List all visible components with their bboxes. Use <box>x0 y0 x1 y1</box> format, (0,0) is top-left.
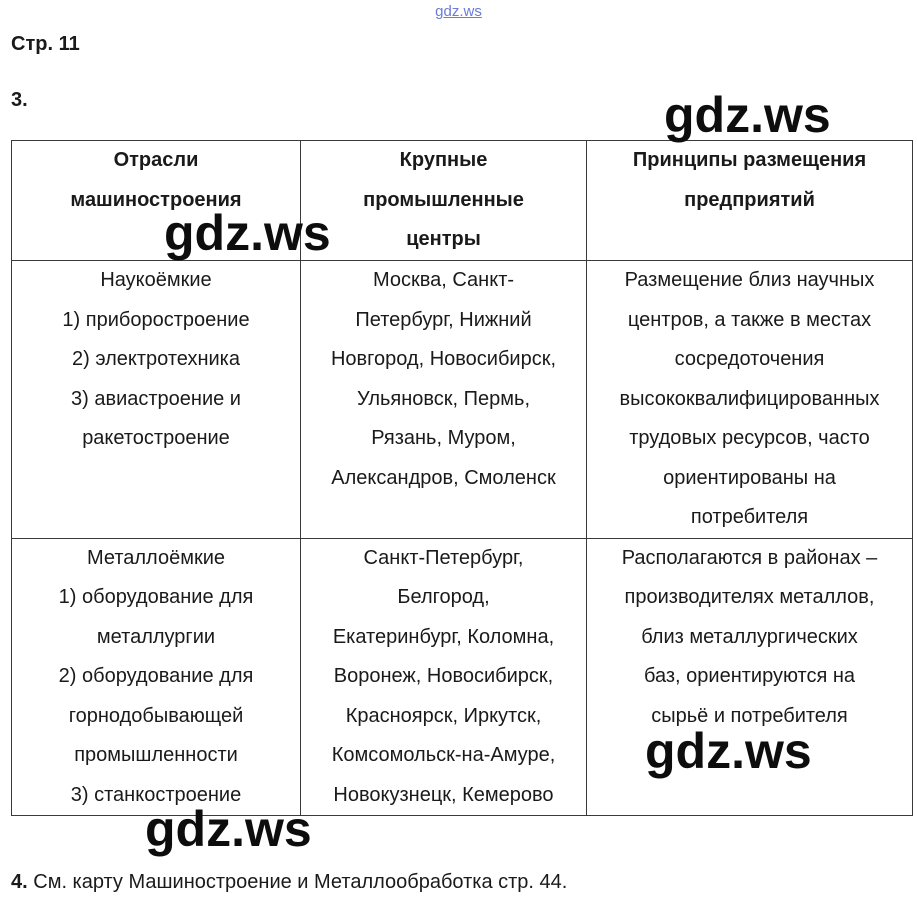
cell-line: 2) электротехника <box>72 348 240 370</box>
header-line: центры <box>406 228 481 250</box>
cell-line: центров, а также в местах <box>627 308 872 331</box>
cell-line: сосредоточения <box>674 348 825 370</box>
cell-line: производителях металлов, <box>624 586 875 608</box>
cell-line: промышленности <box>74 744 238 766</box>
cell-line: ракетостроение <box>82 427 230 449</box>
watermark: gdz.ws <box>664 87 831 143</box>
header-line: Крупные <box>399 149 488 171</box>
cell-line: ориентированы на <box>663 466 836 489</box>
cell-line: металлургии <box>96 625 216 648</box>
cell-line: Красноярск, Иркутск, <box>345 704 542 727</box>
cell-centers <box>301 538 587 816</box>
cell-line: Новокузнецк, Кемерово <box>333 783 554 806</box>
cell-line: Александров, Смоленск <box>331 466 556 489</box>
task-4-note <box>11 871 567 894</box>
task-4-number: 4. <box>11 871 28 893</box>
watermark: gdz.ws <box>164 205 331 261</box>
cell-line: Размещение близ научных <box>624 269 875 291</box>
page-label: Стр. 11 <box>11 33 80 55</box>
watermark: gdz.ws <box>145 801 312 857</box>
header-line: машиностроения <box>70 188 242 211</box>
cell-line: 1) приборостроение <box>62 308 250 331</box>
cell-centers <box>301 261 587 539</box>
cell-line: баз, ориентируются на <box>643 665 856 687</box>
cell-line: 3) станкостроение <box>70 783 242 806</box>
table-header-row <box>12 141 913 261</box>
cell-line: Петербург, Нижний <box>355 308 532 331</box>
cell-line: Рязань, Муром, <box>371 427 516 449</box>
cell-line: Белгород, <box>397 586 490 608</box>
cell-line: Москва, Санкт- <box>372 269 515 291</box>
cell-principles <box>587 261 913 539</box>
cell-line: Воронеж, Новосибирск, <box>333 665 554 687</box>
cell-line: близ металлургических <box>641 625 858 648</box>
cell-industry <box>12 261 301 539</box>
cell-line: Наукоёмкие <box>100 269 212 291</box>
cell-line: трудовых ресурсов, часто <box>629 427 870 449</box>
header-line: Принципы размещения <box>632 149 867 171</box>
header-line: предприятий <box>684 188 815 211</box>
cell-line: потребителя <box>690 506 809 528</box>
answer-table <box>11 140 913 816</box>
cell-line: Располагаются в районах – <box>621 546 878 569</box>
header-principles <box>587 141 913 261</box>
table-row <box>12 261 913 539</box>
cell-line: горнодобывающей <box>68 704 244 727</box>
cell-industry <box>12 538 301 816</box>
cell-line: Санкт-Петербург, <box>363 546 524 569</box>
cell-line: Новгород, Новосибирск, <box>330 348 557 370</box>
header-line: промышленные <box>363 188 524 211</box>
cell-line: Металлоёмкие <box>86 546 225 569</box>
watermark: gdz.ws <box>645 723 812 779</box>
cell-line: 3) авиастроение и <box>71 387 241 410</box>
cell-line: сырьё и потребителя <box>651 704 848 727</box>
top-watermark-link[interactable]: gdz.ws <box>435 3 482 20</box>
task-number: 3. <box>11 89 28 111</box>
cell-line: Комсомольск-на-Амуре, <box>331 744 556 766</box>
header-centers <box>301 141 587 261</box>
cell-line: Екатеринбург, Коломна, <box>332 625 555 648</box>
task-4-text: См. карту Машиностроение и Металлообработка стр. 44. <box>27 871 568 893</box>
cell-line: 2) оборудование для <box>58 665 254 687</box>
cell-line: высококвалифицированных <box>619 387 880 410</box>
header-line: Отрасли <box>113 149 199 171</box>
cell-line: 1) оборудование для <box>58 586 254 608</box>
cell-line: Ульяновск, Пермь, <box>356 387 531 410</box>
